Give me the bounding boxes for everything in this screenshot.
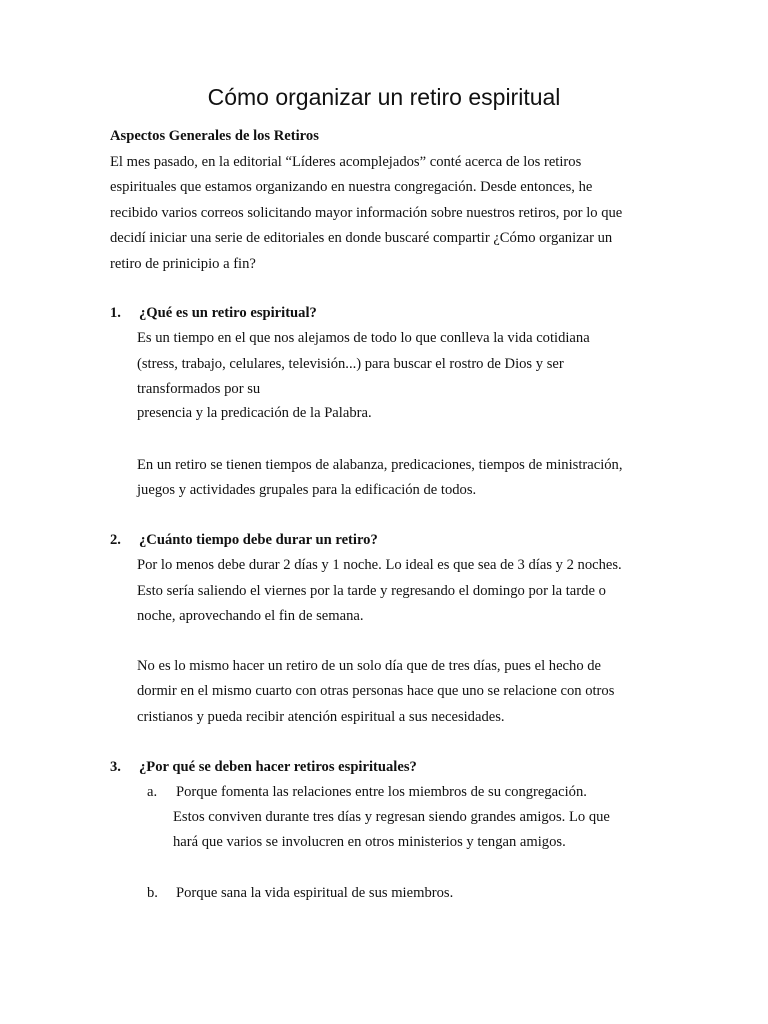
list-letter: a. (147, 784, 158, 800)
list-item-line: Estos conviven durante tres días y regresan siendo grandes amigos. Lo que (173, 809, 610, 825)
section-line: (stress, trabajo, celulares, televisión...) para buscar el rostro de Dios y ser (137, 356, 564, 372)
list-item-line: Porque sana la vida espiritual de sus miembros. (176, 885, 454, 901)
section-line: presencia y la predicación de la Palabra. (137, 405, 372, 421)
intro-line: recibido varios correos solicitando mayor información sobre nuestros retiros, por lo que (110, 205, 623, 221)
section-line: No es lo mismo hacer un retiro de un solo día que de tres días, pues el hecho de (137, 658, 602, 674)
intro-line: decidí iniciar una serie de editoriales en donde buscaré compartir ¿Cómo organizar un (110, 230, 613, 246)
intro-line: retiro de prinicipio a fin? (110, 256, 256, 272)
list-letter: b. (147, 885, 158, 901)
section-line: Esto sería saliendo el viernes por la tarde y regresando el domingo por la tarde o (137, 583, 606, 599)
section-line: transformados por su (137, 381, 261, 397)
page-title: Cómo organizar un retiro espiritual (207, 84, 561, 110)
list-item-line: Porque fomenta las relaciones entre los miembros de su congregación. (176, 784, 587, 800)
section-line: juegos y actividades grupales para la edificación de todos. (137, 482, 477, 498)
intro-heading: Aspectos Generales de los Retiros (110, 128, 319, 144)
section-heading: ¿Cuánto tiempo debe durar un retiro? (139, 532, 378, 548)
section-number: 1. (110, 305, 121, 321)
section-line: dormir en el mismo cuarto con otras personas hace que uno se relacione con otros (137, 683, 615, 699)
section-line: cristianos y pueda recibir atención espiritual a sus necesidades. (137, 709, 505, 725)
section-number: 2. (110, 532, 121, 548)
list-item-line: hará que varios se involucren en otros ministerios y tengan amigos. (173, 834, 566, 850)
section-line: Por lo menos debe durar 2 días y 1 noche. Lo ideal es que sea de 3 días y 2 noches. (137, 557, 622, 573)
intro-line: El mes pasado, en la editorial “Líderes acomplejados” conté acerca de los retiros (110, 154, 582, 170)
section-line: noche, aprovechando el fin de semana. (137, 608, 364, 624)
section-line: En un retiro se tienen tiempos de alabanza, predicaciones, tiempos de ministración, (137, 457, 623, 473)
section-number: 3. (110, 759, 121, 775)
section-heading: ¿Por qué se deben hacer retiros espirituales? (139, 759, 417, 775)
section-heading: ¿Qué es un retiro espiritual? (139, 305, 317, 321)
section-line: Es un tiempo en el que nos alejamos de todo lo que conlleva la vida cotidiana (137, 330, 590, 346)
intro-line: espirituales que estamos organizando en nuestra congregación. Desde entonces, he (110, 179, 593, 195)
